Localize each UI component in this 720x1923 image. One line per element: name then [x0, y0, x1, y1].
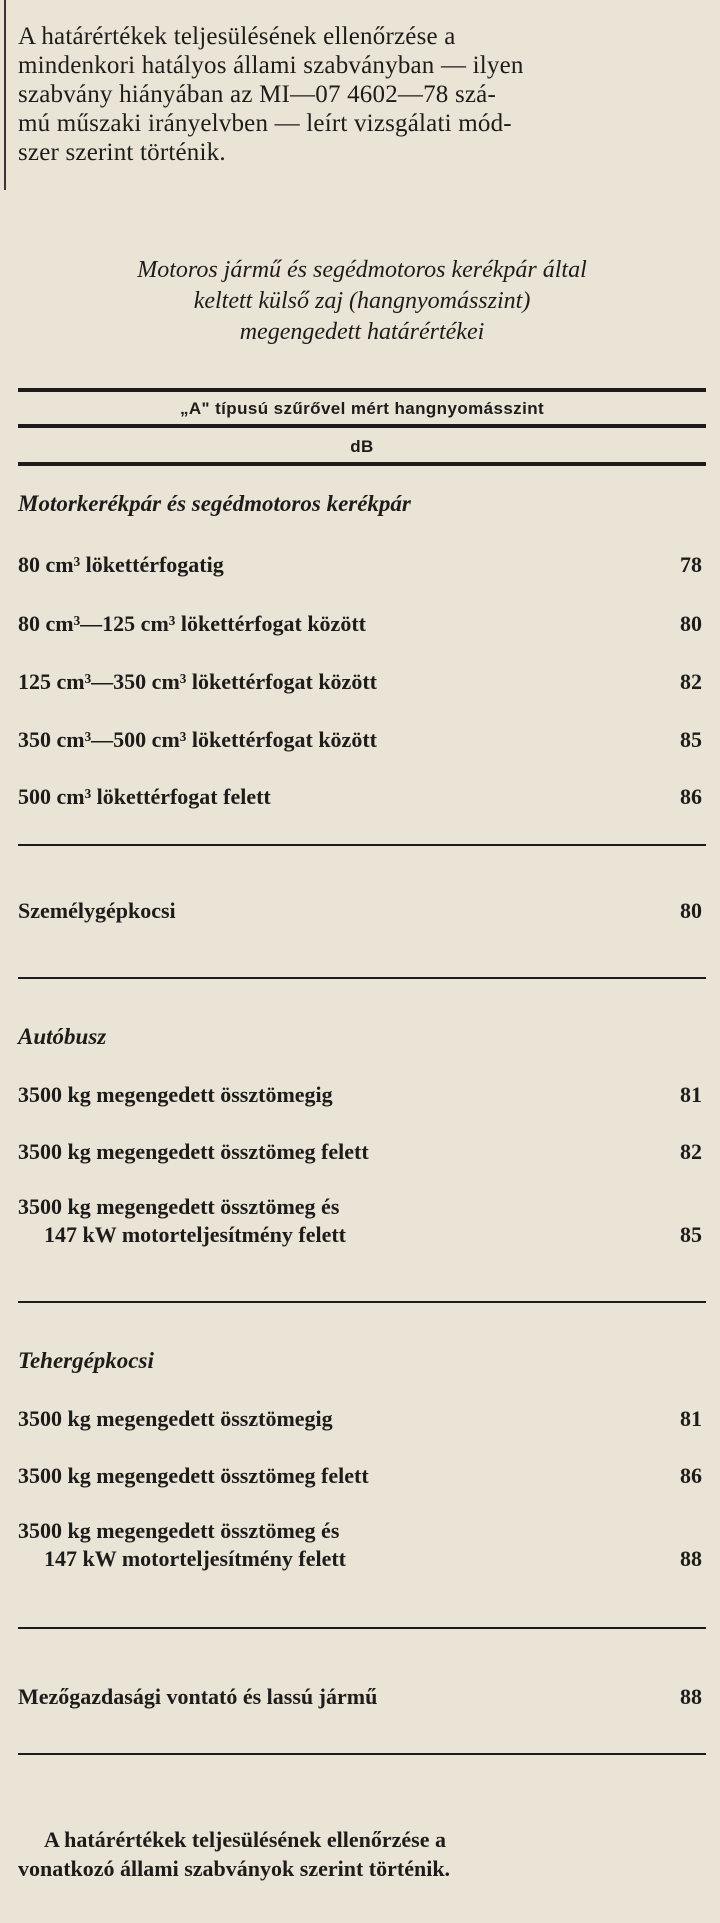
row-value: 82 — [680, 669, 702, 694]
unit-header: dB — [350, 437, 374, 456]
row-label: 125 cm³—350 cm³ lökettérfogat között — [18, 669, 377, 694]
footer-paragraph — [18, 1825, 706, 1883]
row-label-line: 3500 kg megengedett össztömeg és — [18, 1194, 340, 1219]
section-rule — [18, 844, 706, 846]
table-row — [18, 1405, 706, 1433]
row-label: 80 cm³ lökettérfogatig — [18, 552, 224, 577]
row-label: Mezőgazdasági vontató és lassú jármű — [18, 1684, 378, 1709]
row-label-line: 147 kW motorteljesítmény felett — [44, 1546, 346, 1571]
row-value: 86 — [680, 784, 702, 809]
table-row — [18, 726, 706, 754]
table-row — [18, 668, 706, 696]
section-rule — [18, 1301, 706, 1303]
table-row — [18, 1193, 706, 1249]
section-title-bus: Autóbusz — [18, 1024, 107, 1049]
row-label-line: 3500 kg megengedett össztömeg és — [18, 1518, 340, 1543]
table-title — [18, 255, 706, 348]
row-label: 3500 kg megengedett össztömeg felett — [18, 1463, 369, 1488]
table-row — [18, 610, 706, 638]
intro-paragraph — [18, 22, 706, 167]
table-row — [18, 1517, 706, 1573]
row-value: 82 — [680, 1139, 702, 1164]
table-row — [18, 1081, 706, 1109]
intro-line: mindenkori hatályos állami szabványban — ilyen — [18, 52, 524, 79]
table-row — [18, 1138, 706, 1166]
row-value: 78 — [680, 552, 702, 577]
table-row — [18, 783, 706, 811]
row-label — [18, 1193, 662, 1249]
row-value: 80 — [680, 898, 702, 923]
title-line: keltett külső zaj (hangnyomásszint) — [193, 288, 531, 314]
intro-line: mú műszaki irányelvben — leírt vizsgálati mód- — [18, 110, 512, 137]
intro-line: szabvány hiányában az MI—07 4602—78 szá- — [18, 81, 496, 108]
section-rule — [18, 1753, 706, 1755]
row-label: 500 cm³ lökettérfogat felett — [18, 784, 271, 809]
intro-line: A határértékek teljesülésének ellenőrzése a — [18, 23, 456, 50]
section-title-truck: Tehergépkocsi — [18, 1348, 154, 1373]
row-value: 81 — [680, 1406, 702, 1431]
title-line: Motoros jármű és segédmotoros kerékpár által — [137, 257, 587, 283]
row-label: 3500 kg megengedett össztömegig — [18, 1406, 333, 1431]
table-rule — [18, 388, 706, 392]
table-rule — [18, 462, 706, 466]
row-value: 85 — [680, 1222, 702, 1247]
row-label: 3500 kg megengedett össztömeg felett — [18, 1139, 369, 1164]
row-value: 81 — [680, 1082, 702, 1107]
row-value: 85 — [680, 727, 702, 752]
row-label — [18, 1517, 662, 1573]
row-label: 80 cm³—125 cm³ lökettérfogat között — [18, 611, 366, 636]
section-title-motorcycle: Motorkerékpár és segédmotoros kerékpár — [18, 491, 411, 516]
table-row — [18, 1462, 706, 1490]
table-row — [18, 1683, 706, 1711]
row-label-line: 147 kW motorteljesítmény felett — [44, 1222, 346, 1247]
intro-line: szer szerint történik. — [18, 139, 226, 166]
section-rule — [18, 1627, 706, 1629]
row-label: 3500 kg megengedett össztömegig — [18, 1082, 333, 1107]
table-rule — [18, 424, 706, 428]
section-rule — [18, 977, 706, 979]
row-label: 350 cm³—500 cm³ lökettérfogat között — [18, 727, 377, 752]
row-value: 88 — [680, 1546, 702, 1571]
table-header — [18, 388, 706, 466]
measure-header: „A" típusú szűrővel mért hangnyomásszint — [179, 399, 545, 418]
footer-line: vonatkozó állami szabványok szerint történik. — [18, 1856, 451, 1881]
table-row — [18, 897, 706, 925]
row-value: 80 — [680, 611, 702, 636]
table-row — [18, 551, 706, 579]
row-value: 88 — [680, 1684, 702, 1709]
footer-line: A határértékek teljesülésének ellenőrzése a — [44, 1827, 446, 1852]
row-value: 86 — [680, 1463, 702, 1488]
left-edge-line — [4, 0, 6, 190]
row-label: Személygépkocsi — [18, 898, 176, 923]
title-line: megengedett határértékei — [239, 319, 485, 345]
